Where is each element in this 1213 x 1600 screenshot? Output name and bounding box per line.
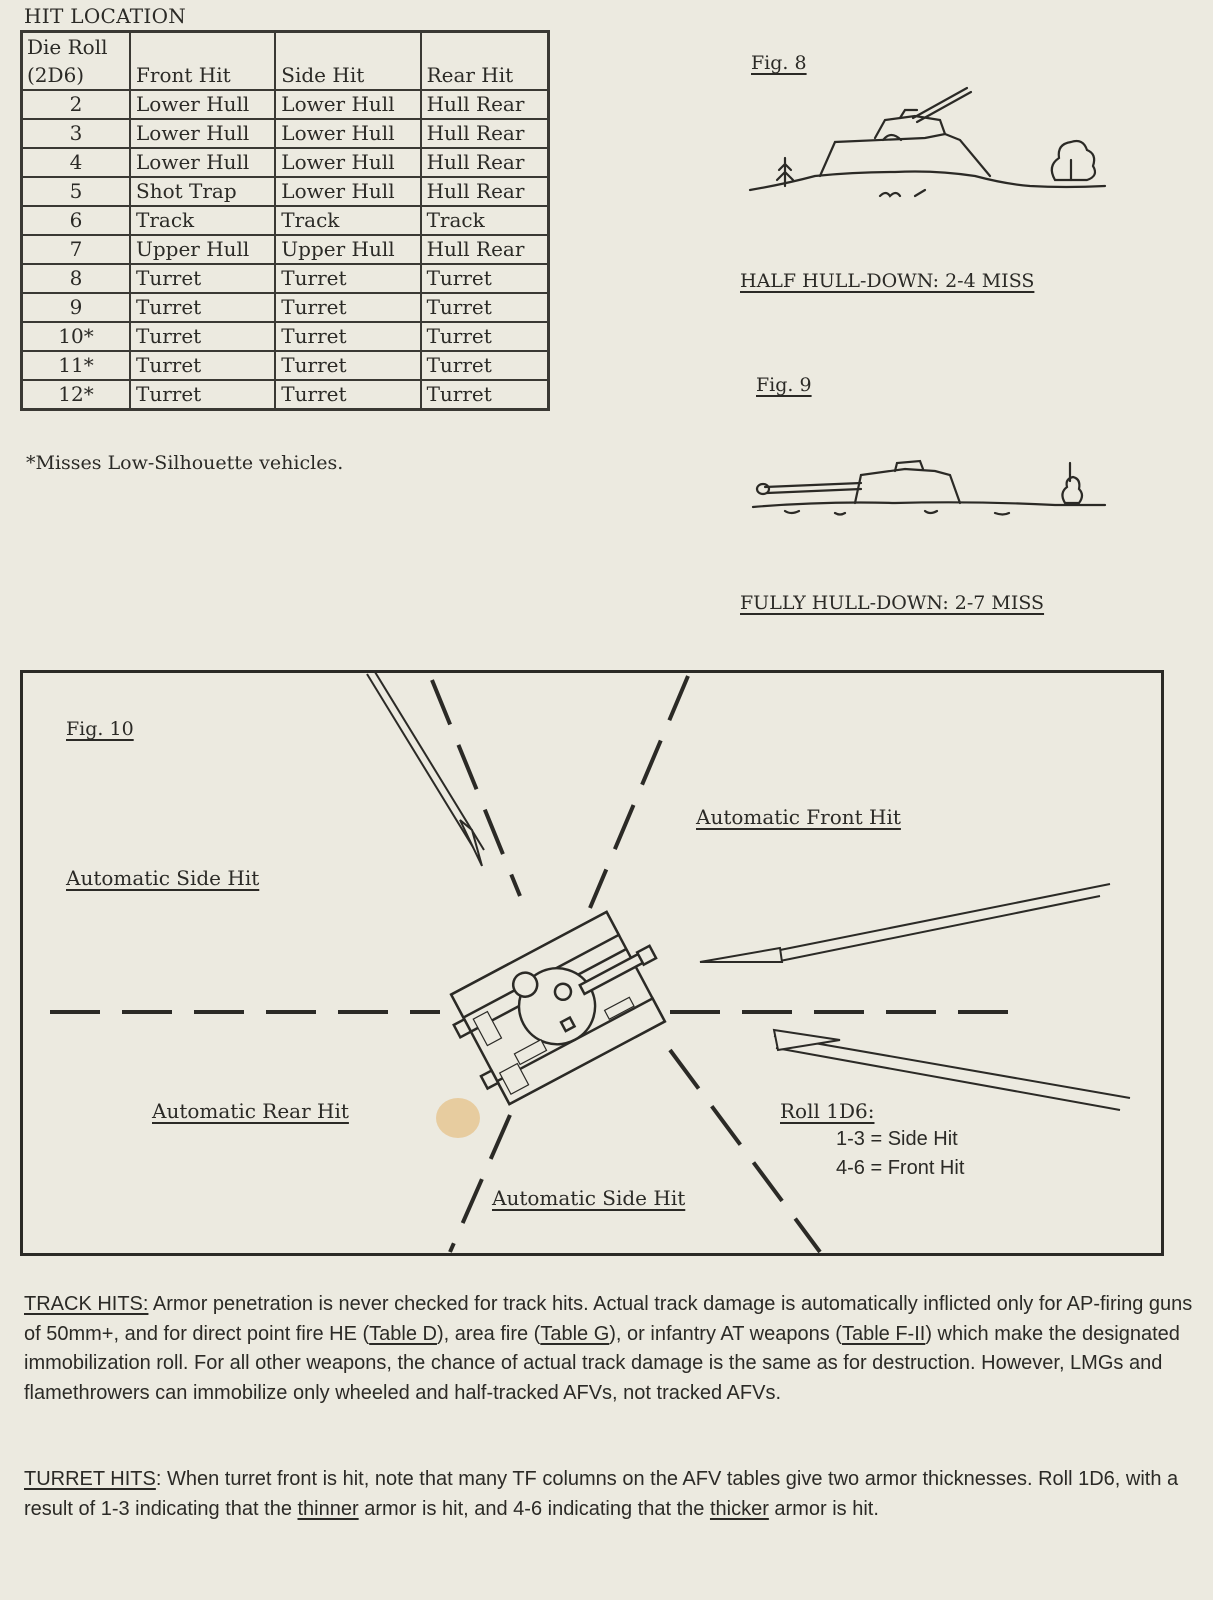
fig10-hit-arc-diagram bbox=[20, 670, 1164, 1256]
fig10-tank-top-view bbox=[441, 902, 685, 1110]
roll-cell: 3 bbox=[22, 119, 131, 148]
turret-hits-text-1: : When turret front is hit, note that many TF columns on the AFV tables give two armor thicknesses. Roll 1D6, with a result of 1-3 indicating that the bbox=[24, 1468, 1179, 1520]
roll-cell: 7 bbox=[22, 235, 131, 264]
table-row bbox=[22, 351, 549, 380]
roll-cell: 5 bbox=[22, 177, 131, 206]
rear-hit-cell: Track bbox=[421, 206, 549, 235]
label-automatic-side-hit-upper: Automatic Side Hit bbox=[66, 866, 260, 890]
turret-hits-text-3: armor is hit. bbox=[768, 1497, 879, 1520]
fig8-label: Fig. 8 bbox=[751, 52, 807, 74]
side-hit-cell: Turret bbox=[275, 322, 420, 351]
rear-hit-cell: Turret bbox=[421, 322, 549, 351]
fig8-hull-down-tank-drawing bbox=[745, 80, 1115, 210]
label-roll-1d6: Roll 1D6: bbox=[780, 1099, 875, 1123]
fig10-label: Fig. 10 bbox=[66, 718, 134, 740]
label-automatic-rear-hit: Automatic Rear Hit bbox=[152, 1099, 349, 1123]
table-row bbox=[22, 90, 549, 119]
roll-cell: 6 bbox=[22, 206, 131, 235]
front-hit-cell: Turret bbox=[130, 380, 275, 410]
front-hit-cell: Turret bbox=[130, 351, 275, 380]
table-f2-reference: Table F-II bbox=[841, 1322, 926, 1345]
front-hit-cell: Track bbox=[130, 206, 275, 235]
roll-cell: 9 bbox=[22, 293, 131, 322]
table-row bbox=[22, 148, 549, 177]
coffee-stain bbox=[436, 1098, 480, 1138]
table-row bbox=[22, 322, 549, 351]
fig8-caption: HALF HULL-DOWN: 2-4 MISS bbox=[740, 270, 1035, 292]
side-hit-cell: Track bbox=[275, 206, 420, 235]
roll-cell: 4 bbox=[22, 148, 131, 177]
rear-hit-cell: Hull Rear bbox=[421, 235, 549, 264]
label-roll-side: 1-3 = Side Hit bbox=[836, 1128, 958, 1150]
label-automatic-front-hit: Automatic Front Hit bbox=[696, 805, 901, 829]
header-side-hit: Side Hit bbox=[275, 32, 420, 91]
turret-hits-paragraph bbox=[24, 1465, 1194, 1524]
shell-trajectory-top bbox=[367, 674, 476, 852]
roll-cell: 10* bbox=[22, 322, 131, 351]
hit-location-title: HIT LOCATION bbox=[24, 4, 187, 28]
table-g-reference: Table G bbox=[540, 1322, 610, 1345]
turret-hits-text-2: armor is hit, and 4-6 indicating that the bbox=[358, 1497, 710, 1520]
front-hit-cell: Lower Hull bbox=[130, 90, 275, 119]
fig9-caption: FULLY HULL-DOWN: 2-7 MISS bbox=[740, 592, 1045, 614]
front-hit-cell: Turret bbox=[130, 293, 275, 322]
thinner-word: thinner bbox=[297, 1497, 359, 1520]
rear-hit-cell: Turret bbox=[421, 264, 549, 293]
table-header-row bbox=[22, 32, 549, 91]
shell-trajectory-right-upper bbox=[780, 884, 1110, 950]
front-hit-cell: Turret bbox=[130, 264, 275, 293]
table-row bbox=[22, 235, 549, 264]
table-row bbox=[22, 380, 549, 410]
track-hits-text-2: ), area fire ( bbox=[436, 1322, 541, 1345]
shell-right-lower bbox=[774, 1030, 840, 1050]
hit-location-table bbox=[20, 30, 550, 411]
header-die-roll: Die Roll (2D6) bbox=[22, 32, 131, 91]
arc-line-lower-right bbox=[670, 1050, 820, 1252]
roll-cell: 2 bbox=[22, 90, 131, 119]
front-hit-cell: Lower Hull bbox=[130, 148, 275, 177]
header-rear-hit: Rear Hit bbox=[421, 32, 549, 91]
table-d-reference: Table D bbox=[369, 1322, 437, 1345]
table-row bbox=[22, 264, 549, 293]
roll-cell: 8 bbox=[22, 264, 131, 293]
track-hits-text-4: ) which make the designated immobilization roll. For all other weapons, the chance of actual track damage is the same as for destruction. However, LMGs and flamethrowers can immobilize only wheeled and half-tracked AFVs, not tracked AFVs. bbox=[24, 1322, 1180, 1404]
rear-hit-cell: Hull Rear bbox=[421, 119, 549, 148]
front-hit-cell: Shot Trap bbox=[130, 177, 275, 206]
front-hit-cell: Upper Hull bbox=[130, 235, 275, 264]
fig9-label: Fig. 9 bbox=[756, 374, 812, 396]
thicker-word: thicker bbox=[709, 1497, 769, 1520]
table-row bbox=[22, 293, 549, 322]
label-roll-front: 4-6 = Front Hit bbox=[836, 1157, 965, 1179]
rear-hit-cell: Hull Rear bbox=[421, 177, 549, 206]
table-row bbox=[22, 119, 549, 148]
side-hit-cell: Lower Hull bbox=[275, 90, 420, 119]
shell-right-upper bbox=[700, 948, 782, 962]
label-automatic-side-hit-lower: Automatic Side Hit bbox=[492, 1186, 686, 1210]
front-hit-cell: Lower Hull bbox=[130, 119, 275, 148]
rear-hit-cell: Turret bbox=[421, 380, 549, 410]
roll-cell: 12* bbox=[22, 380, 131, 410]
track-hits-text-3: ), or infantry AT weapons ( bbox=[609, 1322, 842, 1345]
track-hits-text-1: Armor penetration is never checked for track hits. Actual track damage is automatically inflicted only for AP-firing guns of 50mm+, and for direct point fire HE ( bbox=[24, 1293, 1193, 1345]
rear-hit-cell: Turret bbox=[421, 351, 549, 380]
side-hit-cell: Lower Hull bbox=[275, 177, 420, 206]
side-hit-cell: Lower Hull bbox=[275, 148, 420, 177]
rear-hit-cell: Turret bbox=[421, 293, 549, 322]
table-row bbox=[22, 177, 549, 206]
front-hit-cell: Turret bbox=[130, 322, 275, 351]
arc-line-upper-right bbox=[590, 676, 688, 908]
track-hits-paragraph bbox=[24, 1290, 1194, 1408]
side-hit-cell: Turret bbox=[275, 380, 420, 410]
side-hit-cell: Turret bbox=[275, 293, 420, 322]
table-footnote: *Misses Low-Silhouette vehicles. bbox=[26, 452, 344, 474]
side-hit-cell: Turret bbox=[275, 264, 420, 293]
side-hit-cell: Lower Hull bbox=[275, 119, 420, 148]
header-front-hit: Front Hit bbox=[130, 32, 275, 91]
track-hits-heading: TRACK HITS: bbox=[24, 1293, 149, 1315]
roll-cell: 11* bbox=[22, 351, 131, 380]
rear-hit-cell: Hull Rear bbox=[421, 90, 549, 119]
table-row bbox=[22, 206, 549, 235]
shell-trajectory-right-lower bbox=[774, 1036, 1130, 1098]
turret-hits-heading: TURRET HITS bbox=[24, 1468, 156, 1490]
side-hit-cell: Upper Hull bbox=[275, 235, 420, 264]
fig9-fully-hull-down-tank-drawing bbox=[745, 455, 1115, 525]
side-hit-cell: Turret bbox=[275, 351, 420, 380]
rear-hit-cell: Hull Rear bbox=[421, 148, 549, 177]
